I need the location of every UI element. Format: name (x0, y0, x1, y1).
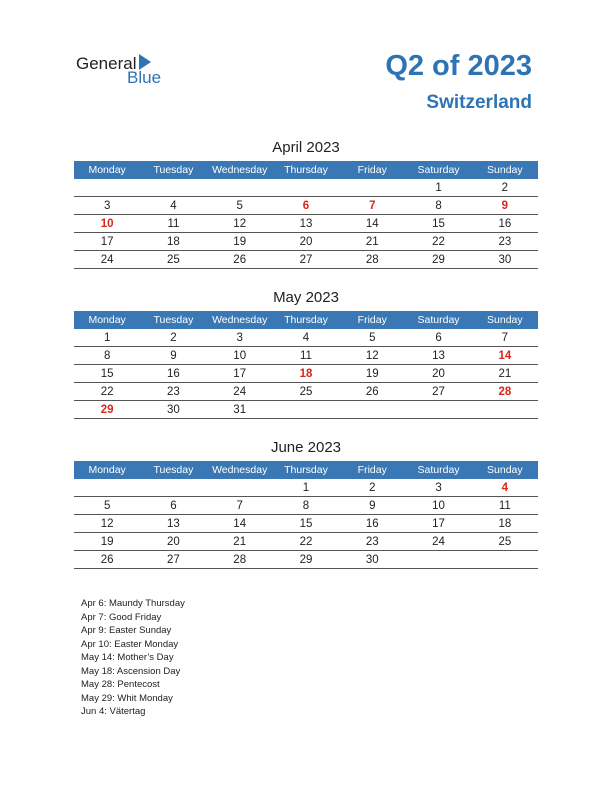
day-cell: 27 (140, 551, 206, 569)
empty-day-cell (207, 479, 273, 497)
day-cell: 14 (207, 515, 273, 533)
month-title: May 2023 (273, 289, 339, 306)
day-cell: 5 (74, 497, 140, 515)
day-cell: 7 (339, 197, 405, 215)
page-subtitle: Switzerland (426, 92, 532, 113)
day-cell: 18 (273, 365, 339, 383)
day-cell: 30 (140, 401, 206, 419)
day-cell: 17 (74, 233, 140, 251)
day-cell: 20 (273, 233, 339, 251)
day-cell: 9 (472, 197, 538, 215)
day-cell: 9 (339, 497, 405, 515)
day-cell: 8 (74, 347, 140, 365)
empty-day-cell (405, 401, 471, 419)
day-cell: 13 (140, 515, 206, 533)
empty-day-cell (140, 179, 206, 197)
empty-day-cell (273, 179, 339, 197)
day-cell: 3 (207, 329, 273, 347)
holiday-item: May 29: Whit Monday (81, 692, 173, 704)
weekday-header: Thursday (273, 161, 339, 179)
day-cell: 12 (207, 215, 273, 233)
weekday-header-row (74, 461, 538, 479)
week-row (74, 515, 538, 533)
weekday-header: Wednesday (207, 161, 273, 179)
day-cell: 21 (207, 533, 273, 551)
week-row (74, 215, 538, 233)
day-cell: 23 (140, 383, 206, 401)
month-title: June 2023 (270, 439, 342, 456)
day-cell: 8 (273, 497, 339, 515)
weekday-header: Monday (74, 461, 140, 479)
day-cell: 17 (207, 365, 273, 383)
day-cell: 17 (405, 515, 471, 533)
day-cell: 14 (339, 215, 405, 233)
holiday-item: May 14: Mother’s Day (81, 652, 174, 663)
day-cell: 26 (207, 251, 273, 269)
week-row (74, 533, 538, 551)
day-cell: 31 (207, 401, 273, 419)
day-cell: 10 (405, 497, 471, 515)
day-cell: 24 (74, 251, 140, 269)
day-cell: 16 (339, 515, 405, 533)
day-cell: 3 (405, 479, 471, 497)
empty-day-cell (74, 179, 140, 197)
empty-day-cell (339, 401, 405, 419)
calendar-table (74, 311, 538, 419)
empty-day-cell (273, 401, 339, 419)
week-row (74, 383, 538, 401)
day-cell: 1 (273, 479, 339, 497)
day-cell: 15 (74, 365, 140, 383)
day-cell: 15 (273, 515, 339, 533)
week-row (74, 497, 538, 515)
holiday-item: Apr 9: Easter Sunday (81, 625, 172, 636)
month-june (74, 438, 538, 569)
weekday-header: Sunday (472, 311, 538, 329)
day-cell: 25 (472, 533, 538, 551)
day-cell: 25 (273, 383, 339, 401)
week-row (74, 347, 538, 365)
holiday-item: Apr 7: Good Friday (81, 611, 162, 623)
empty-day-cell (207, 179, 273, 197)
day-cell: 7 (207, 497, 273, 515)
day-cell: 29 (74, 401, 140, 419)
day-cell: 25 (140, 251, 206, 269)
day-cell: 28 (472, 383, 538, 401)
weekday-header: Friday (339, 461, 405, 479)
day-cell: 18 (140, 233, 206, 251)
day-cell: 5 (207, 197, 273, 215)
day-cell: 7 (472, 329, 538, 347)
day-cell: 22 (405, 233, 471, 251)
holiday-item: Apr 6: Maundy Thursday (81, 598, 185, 609)
day-cell: 24 (207, 383, 273, 401)
holiday-item: Apr 10: Easter Monday (81, 638, 179, 650)
day-cell: 12 (74, 515, 140, 533)
weekday-header: Thursday (273, 461, 339, 479)
empty-day-cell (472, 401, 538, 419)
weekday-header: Wednesday (207, 311, 273, 329)
weekday-header: Sunday (472, 161, 538, 179)
logo-text-blue: Blue (127, 68, 162, 87)
day-cell: 27 (405, 383, 471, 401)
day-cell: 9 (140, 347, 206, 365)
logo-text-general: General (76, 54, 137, 73)
day-cell: 6 (273, 197, 339, 215)
weekday-header: Saturday (405, 311, 471, 329)
calendar-table (74, 161, 538, 269)
day-cell: 11 (472, 497, 538, 515)
day-cell: 16 (140, 365, 206, 383)
weekday-header: Friday (339, 161, 405, 179)
holiday-item: May 28: Pentecost (81, 679, 160, 690)
weekday-header-row (74, 161, 538, 179)
day-cell: 1 (74, 329, 140, 347)
weekday-header: Thursday (273, 311, 339, 329)
week-row (74, 179, 538, 197)
empty-day-cell (472, 551, 538, 569)
weekday-header-row (74, 311, 538, 329)
weekday-header: Saturday (405, 161, 471, 179)
day-cell: 10 (207, 347, 273, 365)
day-cell: 4 (273, 329, 339, 347)
day-cell: 22 (74, 383, 140, 401)
day-cell: 3 (74, 197, 140, 215)
holiday-item: Jun 4: Vätertag (81, 706, 146, 717)
weekday-header: Tuesday (140, 311, 206, 329)
page-title: Q2 of 2023 (385, 50, 532, 82)
day-cell: 15 (405, 215, 471, 233)
month-may (74, 288, 538, 419)
day-cell: 8 (405, 197, 471, 215)
weekday-header: Monday (74, 311, 140, 329)
day-cell: 2 (472, 179, 538, 197)
weekday-header: Tuesday (140, 461, 206, 479)
weekday-header: Friday (339, 311, 405, 329)
weekday-header: Tuesday (140, 161, 206, 179)
day-cell: 13 (405, 347, 471, 365)
day-cell: 26 (74, 551, 140, 569)
week-row (74, 401, 538, 419)
weekday-header: Wednesday (207, 461, 273, 479)
week-row (74, 233, 538, 251)
day-cell: 30 (472, 251, 538, 269)
day-cell: 20 (405, 365, 471, 383)
week-row (74, 251, 538, 269)
day-cell: 21 (472, 365, 538, 383)
week-row (74, 329, 538, 347)
day-cell: 29 (405, 251, 471, 269)
week-row (74, 197, 538, 215)
day-cell: 14 (472, 347, 538, 365)
empty-day-cell (74, 479, 140, 497)
day-cell: 21 (339, 233, 405, 251)
month-title: April 2023 (272, 139, 340, 156)
day-cell: 1 (405, 179, 471, 197)
day-cell: 11 (140, 215, 206, 233)
day-cell: 10 (74, 215, 140, 233)
day-cell: 6 (140, 497, 206, 515)
week-row (74, 365, 538, 383)
weekday-header: Monday (74, 161, 140, 179)
calendar-table (74, 461, 538, 569)
day-cell: 16 (472, 215, 538, 233)
holiday-item: May 18: Ascension Day (81, 665, 181, 677)
empty-day-cell (140, 479, 206, 497)
day-cell: 4 (140, 197, 206, 215)
day-cell: 2 (140, 329, 206, 347)
weekday-header: Sunday (472, 461, 538, 479)
day-cell: 24 (405, 533, 471, 551)
day-cell: 6 (405, 329, 471, 347)
day-cell: 27 (273, 251, 339, 269)
day-cell: 19 (74, 533, 140, 551)
weekday-header: Saturday (405, 461, 471, 479)
day-cell: 19 (339, 365, 405, 383)
day-cell: 12 (339, 347, 405, 365)
day-cell: 5 (339, 329, 405, 347)
day-cell: 20 (140, 533, 206, 551)
day-cell: 11 (273, 347, 339, 365)
day-cell: 30 (339, 551, 405, 569)
day-cell: 13 (273, 215, 339, 233)
day-cell: 26 (339, 383, 405, 401)
day-cell: 2 (339, 479, 405, 497)
week-row (74, 551, 538, 569)
day-cell: 19 (207, 233, 273, 251)
day-cell: 22 (273, 533, 339, 551)
day-cell: 23 (339, 533, 405, 551)
day-cell: 18 (472, 515, 538, 533)
day-cell: 4 (472, 479, 538, 497)
day-cell: 28 (339, 251, 405, 269)
day-cell: 23 (472, 233, 538, 251)
day-cell: 28 (207, 551, 273, 569)
holiday-list (81, 597, 185, 719)
month-april (74, 138, 538, 269)
empty-day-cell (405, 551, 471, 569)
day-cell: 29 (273, 551, 339, 569)
empty-day-cell (339, 179, 405, 197)
week-row (74, 479, 538, 497)
